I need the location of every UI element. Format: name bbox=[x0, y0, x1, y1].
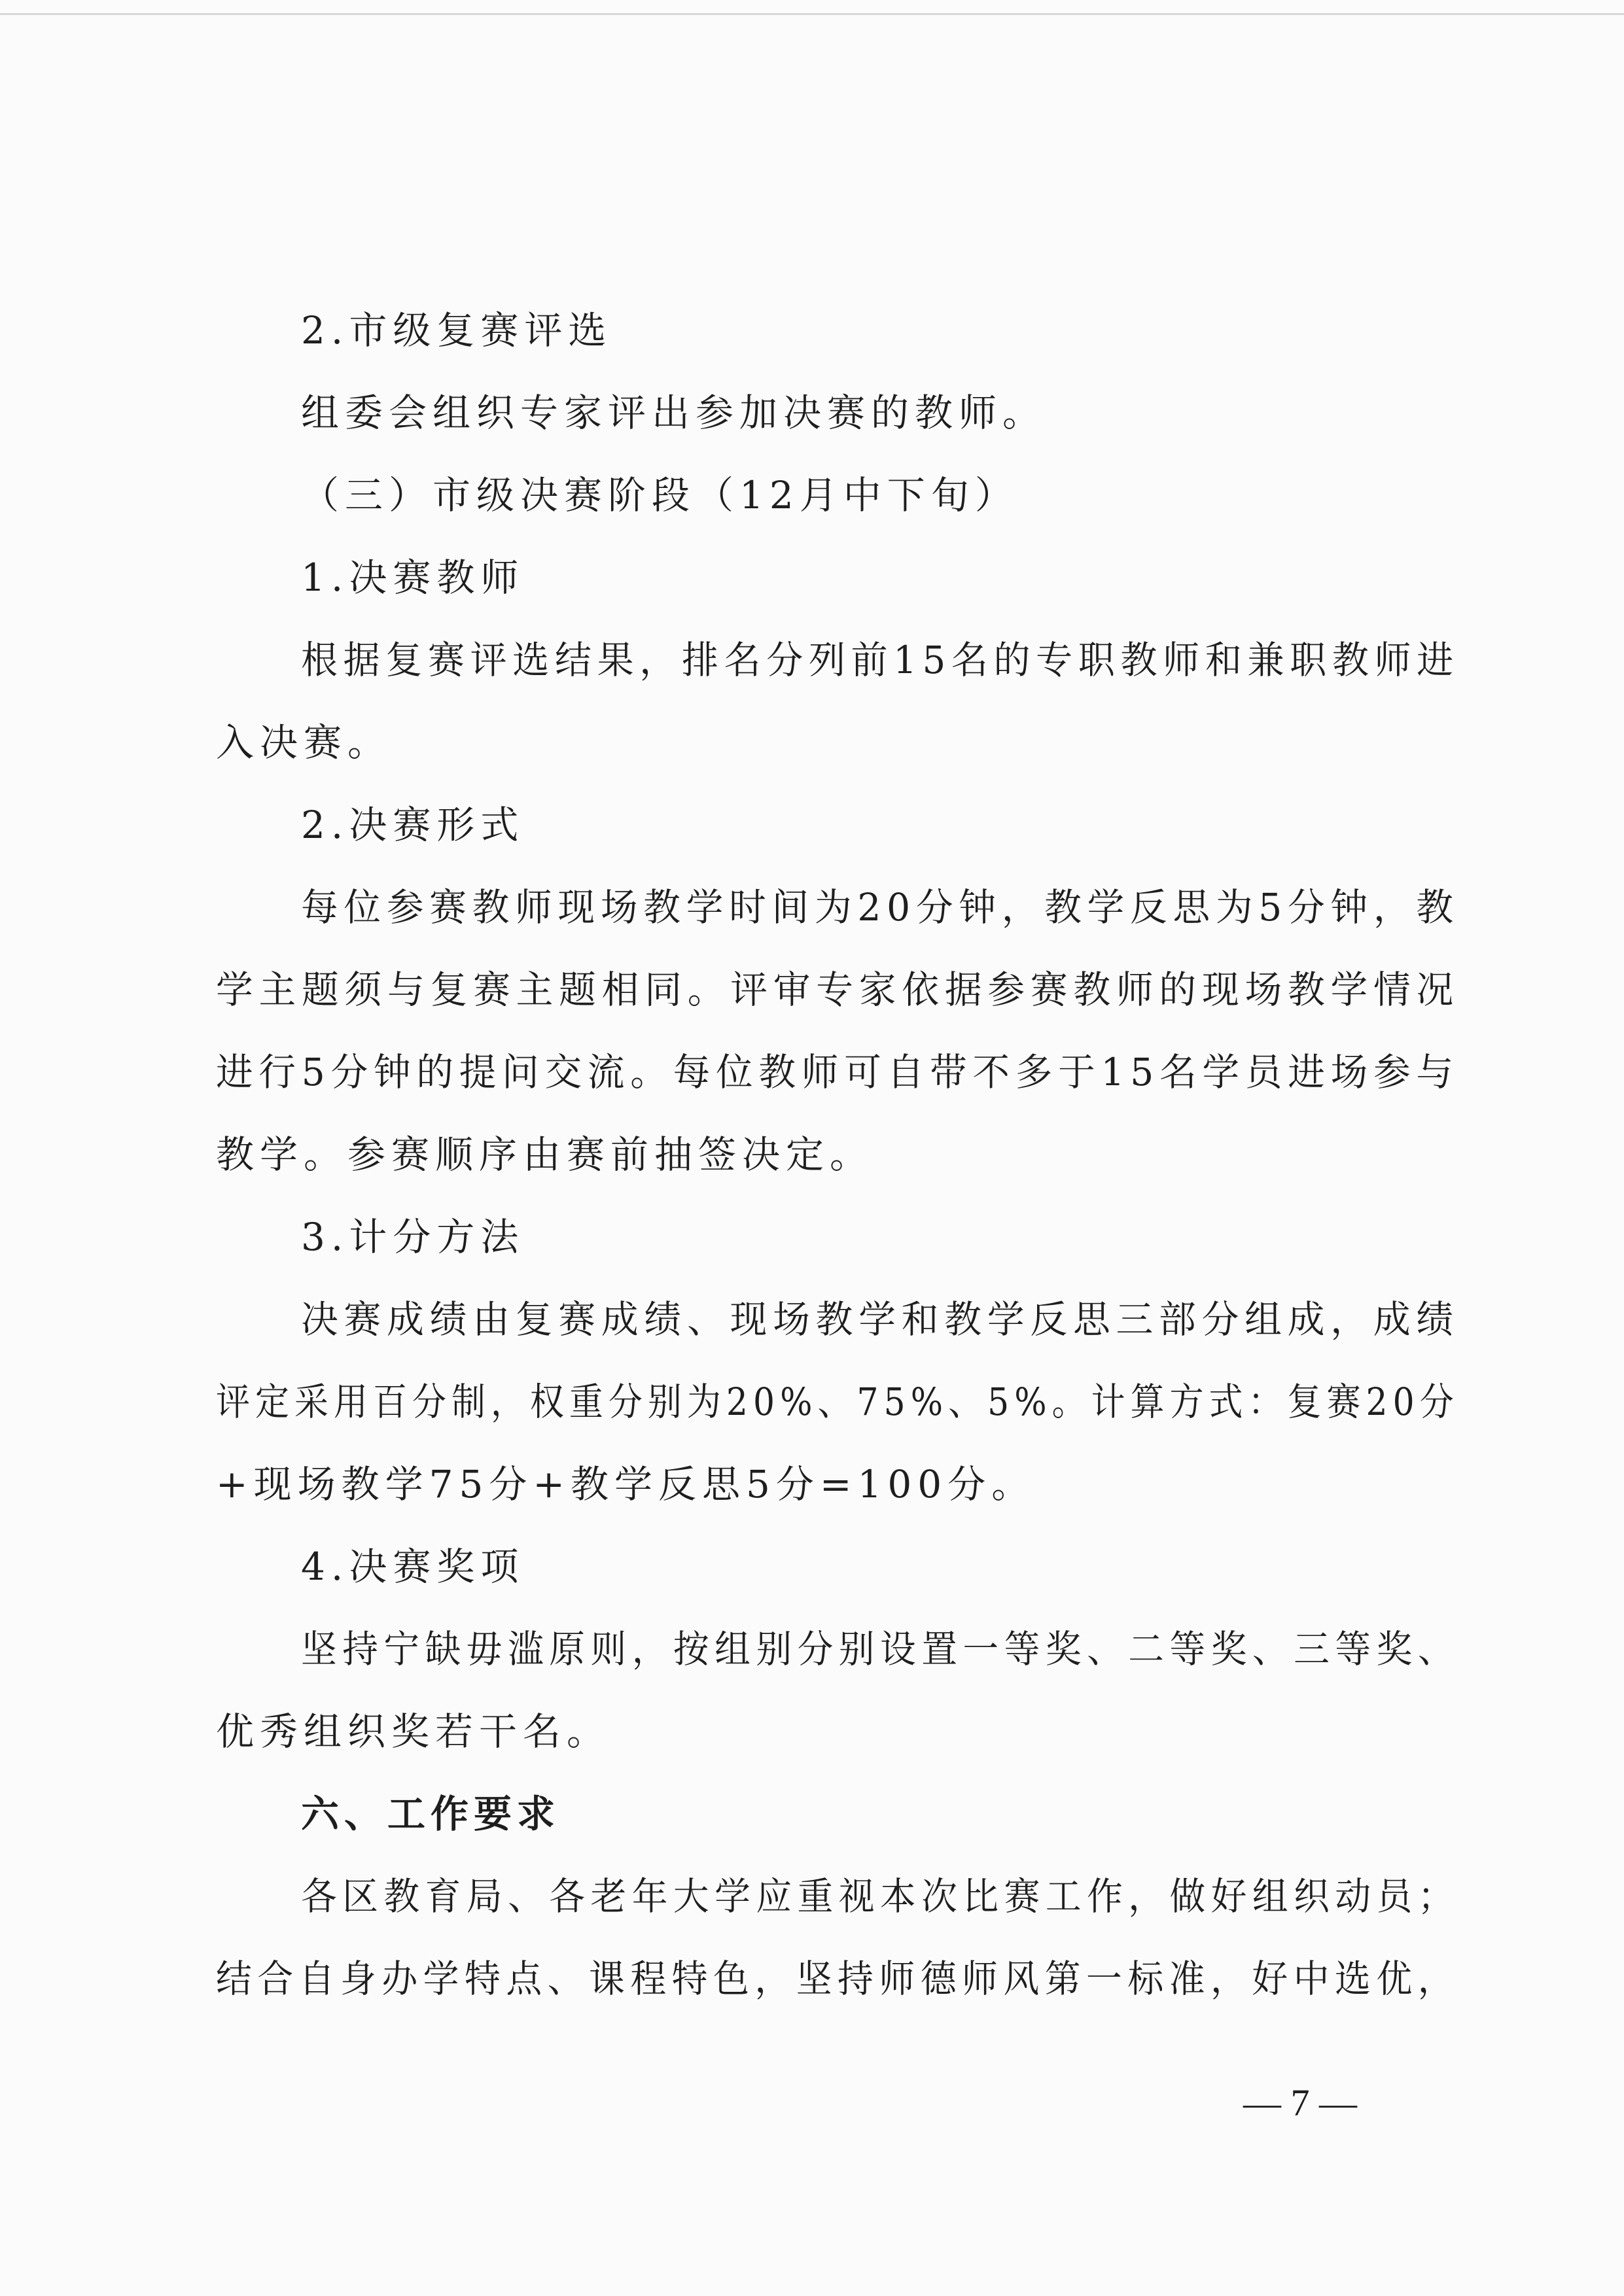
paragraph-line: 根据复赛评选结果，排名分列前15名的专职教师和兼职教师进 bbox=[301, 638, 1459, 682]
subheading-final-awards: 4.决赛奖项 bbox=[301, 1544, 525, 1589]
paragraph-line: 优秀组织奖若干名。 bbox=[216, 1709, 611, 1754]
paragraph-line: 决赛成绩由复赛成绩、现场教学和教学反思三部分组成，成绩 bbox=[301, 1297, 1459, 1342]
paragraph-line: 入决赛。 bbox=[216, 720, 392, 765]
paragraph-line: 每位参赛教师现场教学时间为20分钟，教学反思为5分钟，教 bbox=[301, 885, 1459, 930]
paragraph-line: 进行5分钟的提问交流。每位教师可自带不多于15名学员进场参与 bbox=[216, 1050, 1459, 1094]
subheading-final-teachers: 1.决赛教师 bbox=[301, 555, 525, 600]
subheading-final-format: 2.决赛形式 bbox=[301, 803, 525, 847]
section-heading-final-stage: （三）市级决赛阶段（12月中下旬） bbox=[301, 473, 1019, 517]
subheading-scoring-method: 3.计分方法 bbox=[301, 1215, 525, 1259]
page-number: — 7 — bbox=[1243, 2081, 1357, 2124]
subheading-rematch-selection: 2.市级复赛评选 bbox=[301, 308, 612, 353]
paragraph-line: 学主题须与复赛主题相同。评审专家依据参赛教师的现场教学情况 bbox=[216, 967, 1460, 1012]
paragraph-line: +现场教学75分+教学反思5分=100分。 bbox=[216, 1462, 1036, 1506]
paragraph-line: 组委会组织专家评出参加决赛的教师。 bbox=[301, 391, 1047, 435]
paragraph-line: 评定采用百分制，权重分别为20%、75%、5%。计算方式：复赛20分 bbox=[216, 1380, 1459, 1424]
paragraph-line: 各区教育局、各老年大学应重视本次比赛工作，做好组织动员； bbox=[301, 1874, 1460, 1919]
paragraph-line: 坚持宁缺毋滥原则，按组别分别设置一等奖、二等奖、三等奖、 bbox=[301, 1627, 1460, 1671]
paragraph-line: 结合自身办学特点、课程特色，坚持师德师风第一标准，好中选优， bbox=[216, 1957, 1460, 2001]
paragraph-line: 教学。参赛顺序由赛前抽签决定。 bbox=[216, 1132, 874, 1177]
section-heading-work-requirements: 六、工作要求 bbox=[301, 1792, 561, 1836]
